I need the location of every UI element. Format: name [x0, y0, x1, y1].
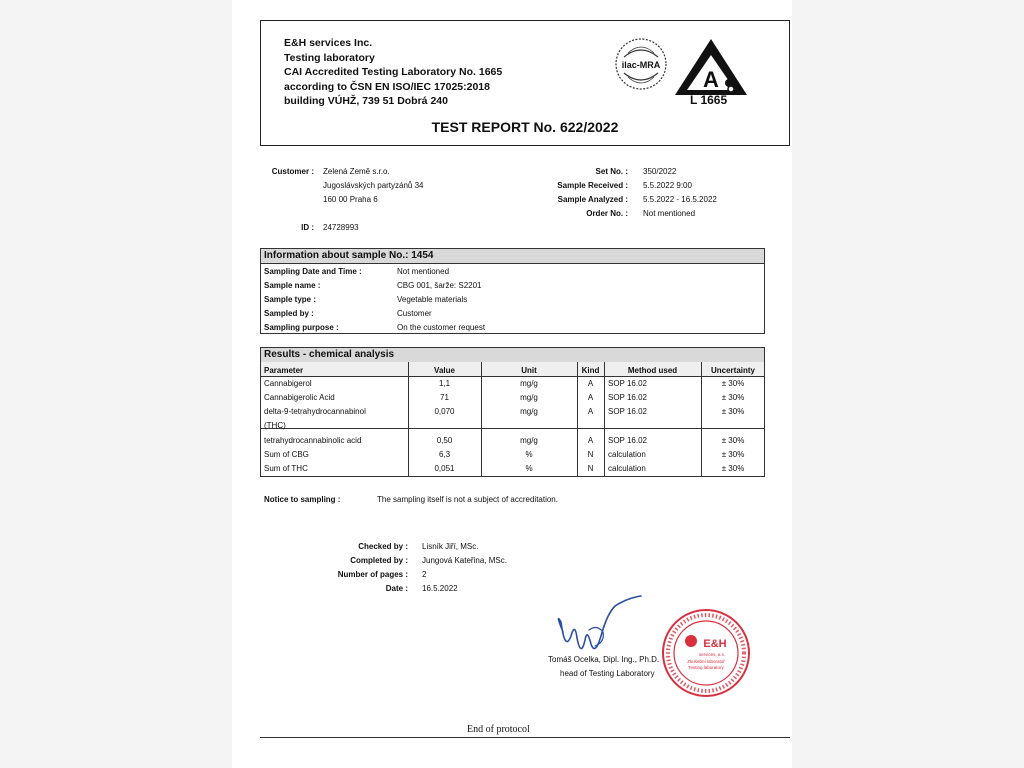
customer-label: Customer :: [271, 167, 314, 176]
analyzed-value: 5.5.2022 - 16.5.2022: [643, 195, 717, 204]
row-cbg-uncertainty: ± 30%: [721, 379, 745, 388]
sample-name-label: Sample name :: [264, 281, 321, 290]
row-sum-cbg-kind: N: [587, 450, 594, 459]
received-label: Sample Received :: [557, 181, 628, 190]
lab-standard: according to ČSN EN ISO/IEC 17025:2018: [284, 80, 490, 93]
row-thca-kind: A: [587, 436, 594, 445]
end-of-protocol: End of protocol: [467, 724, 530, 735]
set-no: 350/2022: [643, 167, 677, 176]
row-cbga-parameter: Cannabigerolic Acid: [264, 393, 335, 402]
svg-text:services, a.s.: services, a.s.: [698, 652, 726, 657]
row-sum-cbg-value: 6,3: [438, 450, 451, 459]
sample-name-value: CBG 001, šarže: S2201: [397, 281, 482, 290]
col-uncertainty: Uncertainty: [710, 366, 755, 375]
row-thc-parameter-line2: (THC): [264, 421, 286, 430]
row-sum-thc-unit: %: [525, 464, 533, 473]
row-cbga-value: 71: [440, 393, 449, 402]
sampling-date-label: Sampling Date and Time :: [264, 267, 362, 276]
sampling-purpose-label: Sampling purpose :: [264, 323, 339, 332]
sample-info-box: [260, 248, 765, 334]
date-label: Date :: [385, 584, 408, 593]
lab-accreditation: CAI Accredited Testing Laboratory No. 1665: [284, 66, 503, 78]
received-value: 5.5.2022 9:00: [643, 181, 692, 190]
row-cbg-method: SOP 16.02: [608, 379, 647, 388]
col-unit: Unit: [521, 366, 537, 375]
completed-label: Completed by :: [350, 556, 408, 565]
row-sum-thc-kind: N: [587, 464, 594, 473]
row-cbga-kind: A: [587, 393, 594, 402]
customer-name: Zelená Země s.r.o.: [323, 167, 390, 176]
sample-type-value: Vegetable materials: [397, 295, 468, 304]
row-sum-cbg-parameter: Sum of CBG: [264, 450, 309, 459]
row-cbga-method: SOP 16.02: [608, 393, 647, 402]
logo-code: L 1665: [690, 93, 728, 107]
signatory-name: Tomáš Ocelka, Dipl. Ing., Ph.D.: [548, 655, 660, 664]
svg-text:E&H: E&H: [703, 638, 727, 650]
row-thca-unit: mg/g: [520, 436, 538, 445]
row-thc-unit: mg/g: [520, 407, 538, 416]
row-thc-method: SOP 16.02: [608, 407, 647, 416]
row-cbg-value: 1,1: [438, 379, 451, 388]
row-sum-thc-parameter: Sum of THC: [264, 464, 308, 473]
notice-text: The sampling itself is not a subject of accreditation.: [377, 495, 558, 504]
svg-text:Testing laboratory: Testing laboratory: [688, 665, 724, 670]
svg-text:Zkušební laboratoř: Zkušební laboratoř: [687, 659, 725, 664]
checked-label: Checked by :: [358, 542, 408, 551]
completed-value: Jungová Kateřina, MSc.: [422, 556, 507, 565]
report-header: [260, 20, 790, 146]
signatory-role: head of Testing Laboratory: [560, 669, 655, 678]
sample-type-label: Sample type :: [264, 295, 317, 304]
customer-id-label: ID :: [301, 223, 314, 232]
lab-type: Testing laboratory: [284, 51, 375, 64]
row-sum-cbg-method: calculation: [608, 450, 646, 459]
pages-value: 2: [422, 570, 427, 579]
row-cbg-unit: mg/g: [520, 379, 538, 388]
sampled-by-label: Sampled by :: [264, 309, 314, 318]
analyzed-label: Sample Analyzed :: [557, 195, 628, 204]
row-cbga-unit: mg/g: [520, 393, 538, 402]
row-cbga-uncertainty: ± 30%: [721, 393, 745, 402]
checked-value: Lisník Jiří, MSc.: [422, 542, 479, 551]
lab-name: E&H services Inc.: [284, 37, 373, 49]
row-cbg-parameter: Cannabigerol: [264, 379, 312, 388]
col-parameter: Parameter: [264, 366, 304, 375]
notice-label: Notice to sampling :: [264, 495, 341, 504]
col-method: Method used: [627, 366, 678, 375]
row-thc-value: 0,070: [434, 407, 455, 416]
footer-rule: [260, 737, 790, 738]
svg-text:ilac-MRA: ilac-MRA: [621, 60, 661, 70]
lab-address: building VÚHŽ, 739 51 Dobrá 240: [284, 95, 448, 107]
row-thca-value: 0,50: [436, 436, 453, 445]
sample-info-heading: Information about sample No.: 1454: [261, 249, 764, 264]
sampling-purpose-value: On the customer request: [397, 323, 486, 332]
customer-id: 24728993: [323, 223, 359, 232]
row-thca-method: SOP 16.02: [608, 436, 647, 445]
row-cbg-kind: A: [587, 379, 594, 388]
sampled-by-value: Customer: [397, 309, 432, 318]
svg-text:A: A: [703, 67, 719, 92]
signature-graphic: [545, 592, 645, 664]
row-thc-parameter: delta-9-tetrahydrocannabinol: [264, 407, 366, 416]
results-table: [260, 347, 765, 477]
cai-accreditation-logo: [671, 35, 751, 113]
row-thc-uncertainty: ± 30%: [721, 407, 745, 416]
row-sum-cbg-unit: %: [525, 450, 533, 459]
order-label: Order No. :: [586, 209, 628, 218]
row-thca-parameter: tetrahydrocannabinolic acid: [264, 436, 362, 445]
row-sum-thc-method: calculation: [608, 464, 646, 473]
results-heading: Results - chemical analysis: [261, 348, 764, 363]
laboratory-stamp: [660, 607, 752, 699]
row-thca-uncertainty: ± 30%: [721, 436, 745, 445]
row-sum-cbg-uncertainty: ± 30%: [721, 450, 745, 459]
col-value: Value: [434, 366, 455, 375]
pages-label: Number of pages :: [337, 570, 408, 579]
customer-street: Jugoslávských partyzánů 34: [323, 181, 424, 190]
col-kind: Kind: [581, 366, 600, 375]
report-title: TEST REPORT No. 622/2022: [431, 119, 619, 135]
set-no-label: Set No. :: [595, 167, 628, 176]
date-value: 16.5.2022: [422, 584, 458, 593]
sampling-date-value: Not mentioned: [397, 267, 450, 276]
customer-city: 160 00 Praha 6: [323, 195, 378, 204]
row-sum-thc-value: 0,051: [434, 464, 455, 473]
ilac-mra-logo: [614, 37, 668, 91]
order-value: Not mentioned: [643, 209, 696, 218]
row-thc-kind: A: [587, 407, 594, 416]
row-sum-thc-uncertainty: ± 30%: [721, 464, 745, 473]
lab-info: [284, 36, 502, 109]
